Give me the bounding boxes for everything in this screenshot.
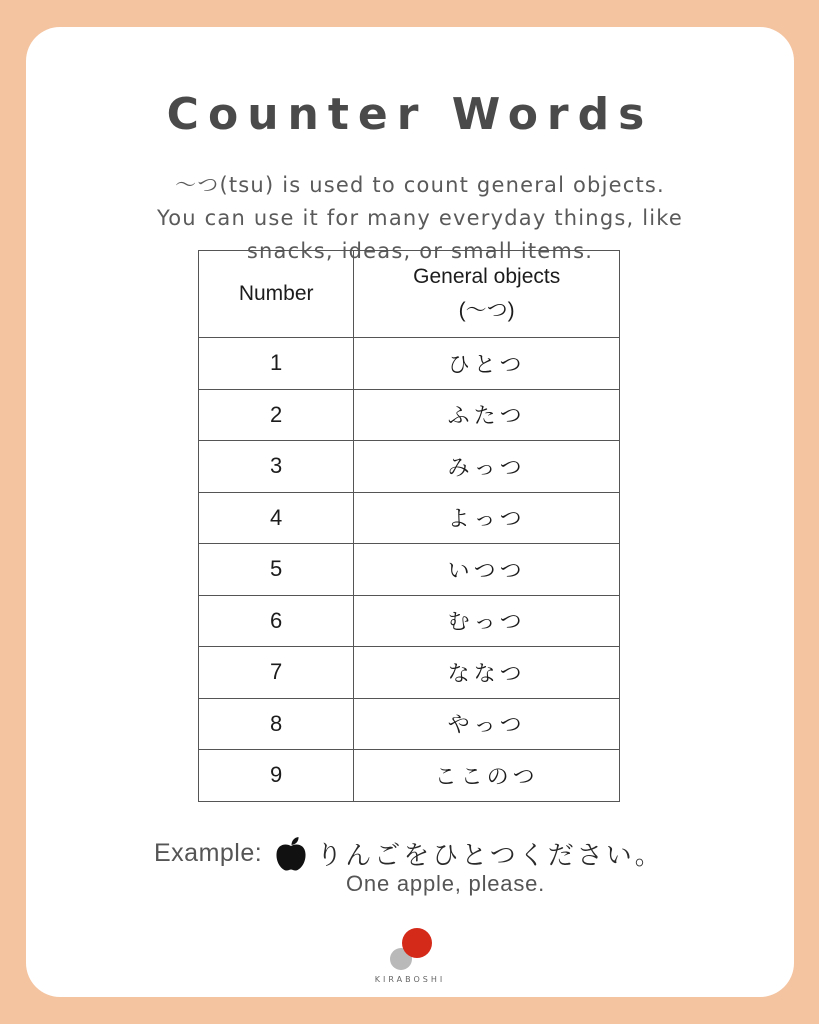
reading-cell: いつつ [354,544,620,596]
table-row [199,595,620,647]
number-cell: 6 [199,595,354,647]
apple-icon [274,836,308,872]
table-header-row [199,251,620,338]
header-number: Number [199,251,354,338]
header-general-objects [354,251,620,338]
reading-cell: みっつ [354,441,620,493]
number-cell: 5 [199,544,354,596]
reading-cell: よっつ [354,492,620,544]
kiraboshi-logo [356,925,464,985]
reading-cell: ななつ [354,647,620,699]
number-cell: 8 [199,698,354,750]
example-translation: One apple, please. [346,871,546,896]
reading-cell: ふたつ [354,389,620,441]
table-row [199,544,620,596]
table-row [199,698,620,750]
reading-cell: ここのつ [354,750,620,802]
reading-cell: やっつ [354,698,620,750]
reading-cell: ひとつ [354,338,620,390]
number-cell: 1 [199,338,354,390]
table-row [199,441,620,493]
reading-cell: むっつ [354,595,620,647]
table-row [199,389,620,441]
number-cell: 4 [199,492,354,544]
table-row [199,338,620,390]
header-objects-line-1: General objects [413,265,561,288]
logo-text: KIRABOSHI [374,975,446,984]
logo-mark [356,925,464,973]
intro-line-3: snacks, ideas, or small items. [246,239,594,263]
content-card [26,27,794,997]
intro-line-1: ～つ(tsu) is used to count general objects. [175,173,665,197]
example-label: Example: [154,839,263,867]
page-title: Counter Words [166,89,654,140]
table-row [199,492,620,544]
number-cell: 2 [199,389,354,441]
intro-line-2: You can use it for many everyday things, like [156,206,684,230]
table-row [199,647,620,699]
example-japanese: りんごをひとつください。 [316,841,664,871]
number-cell: 3 [199,441,354,493]
table-row [199,750,620,802]
counter-table [198,250,620,802]
header-objects-line-2: (～つ) [458,299,515,322]
number-cell: 7 [199,647,354,699]
example-sentence [154,835,664,872]
number-cell: 9 [199,750,354,802]
